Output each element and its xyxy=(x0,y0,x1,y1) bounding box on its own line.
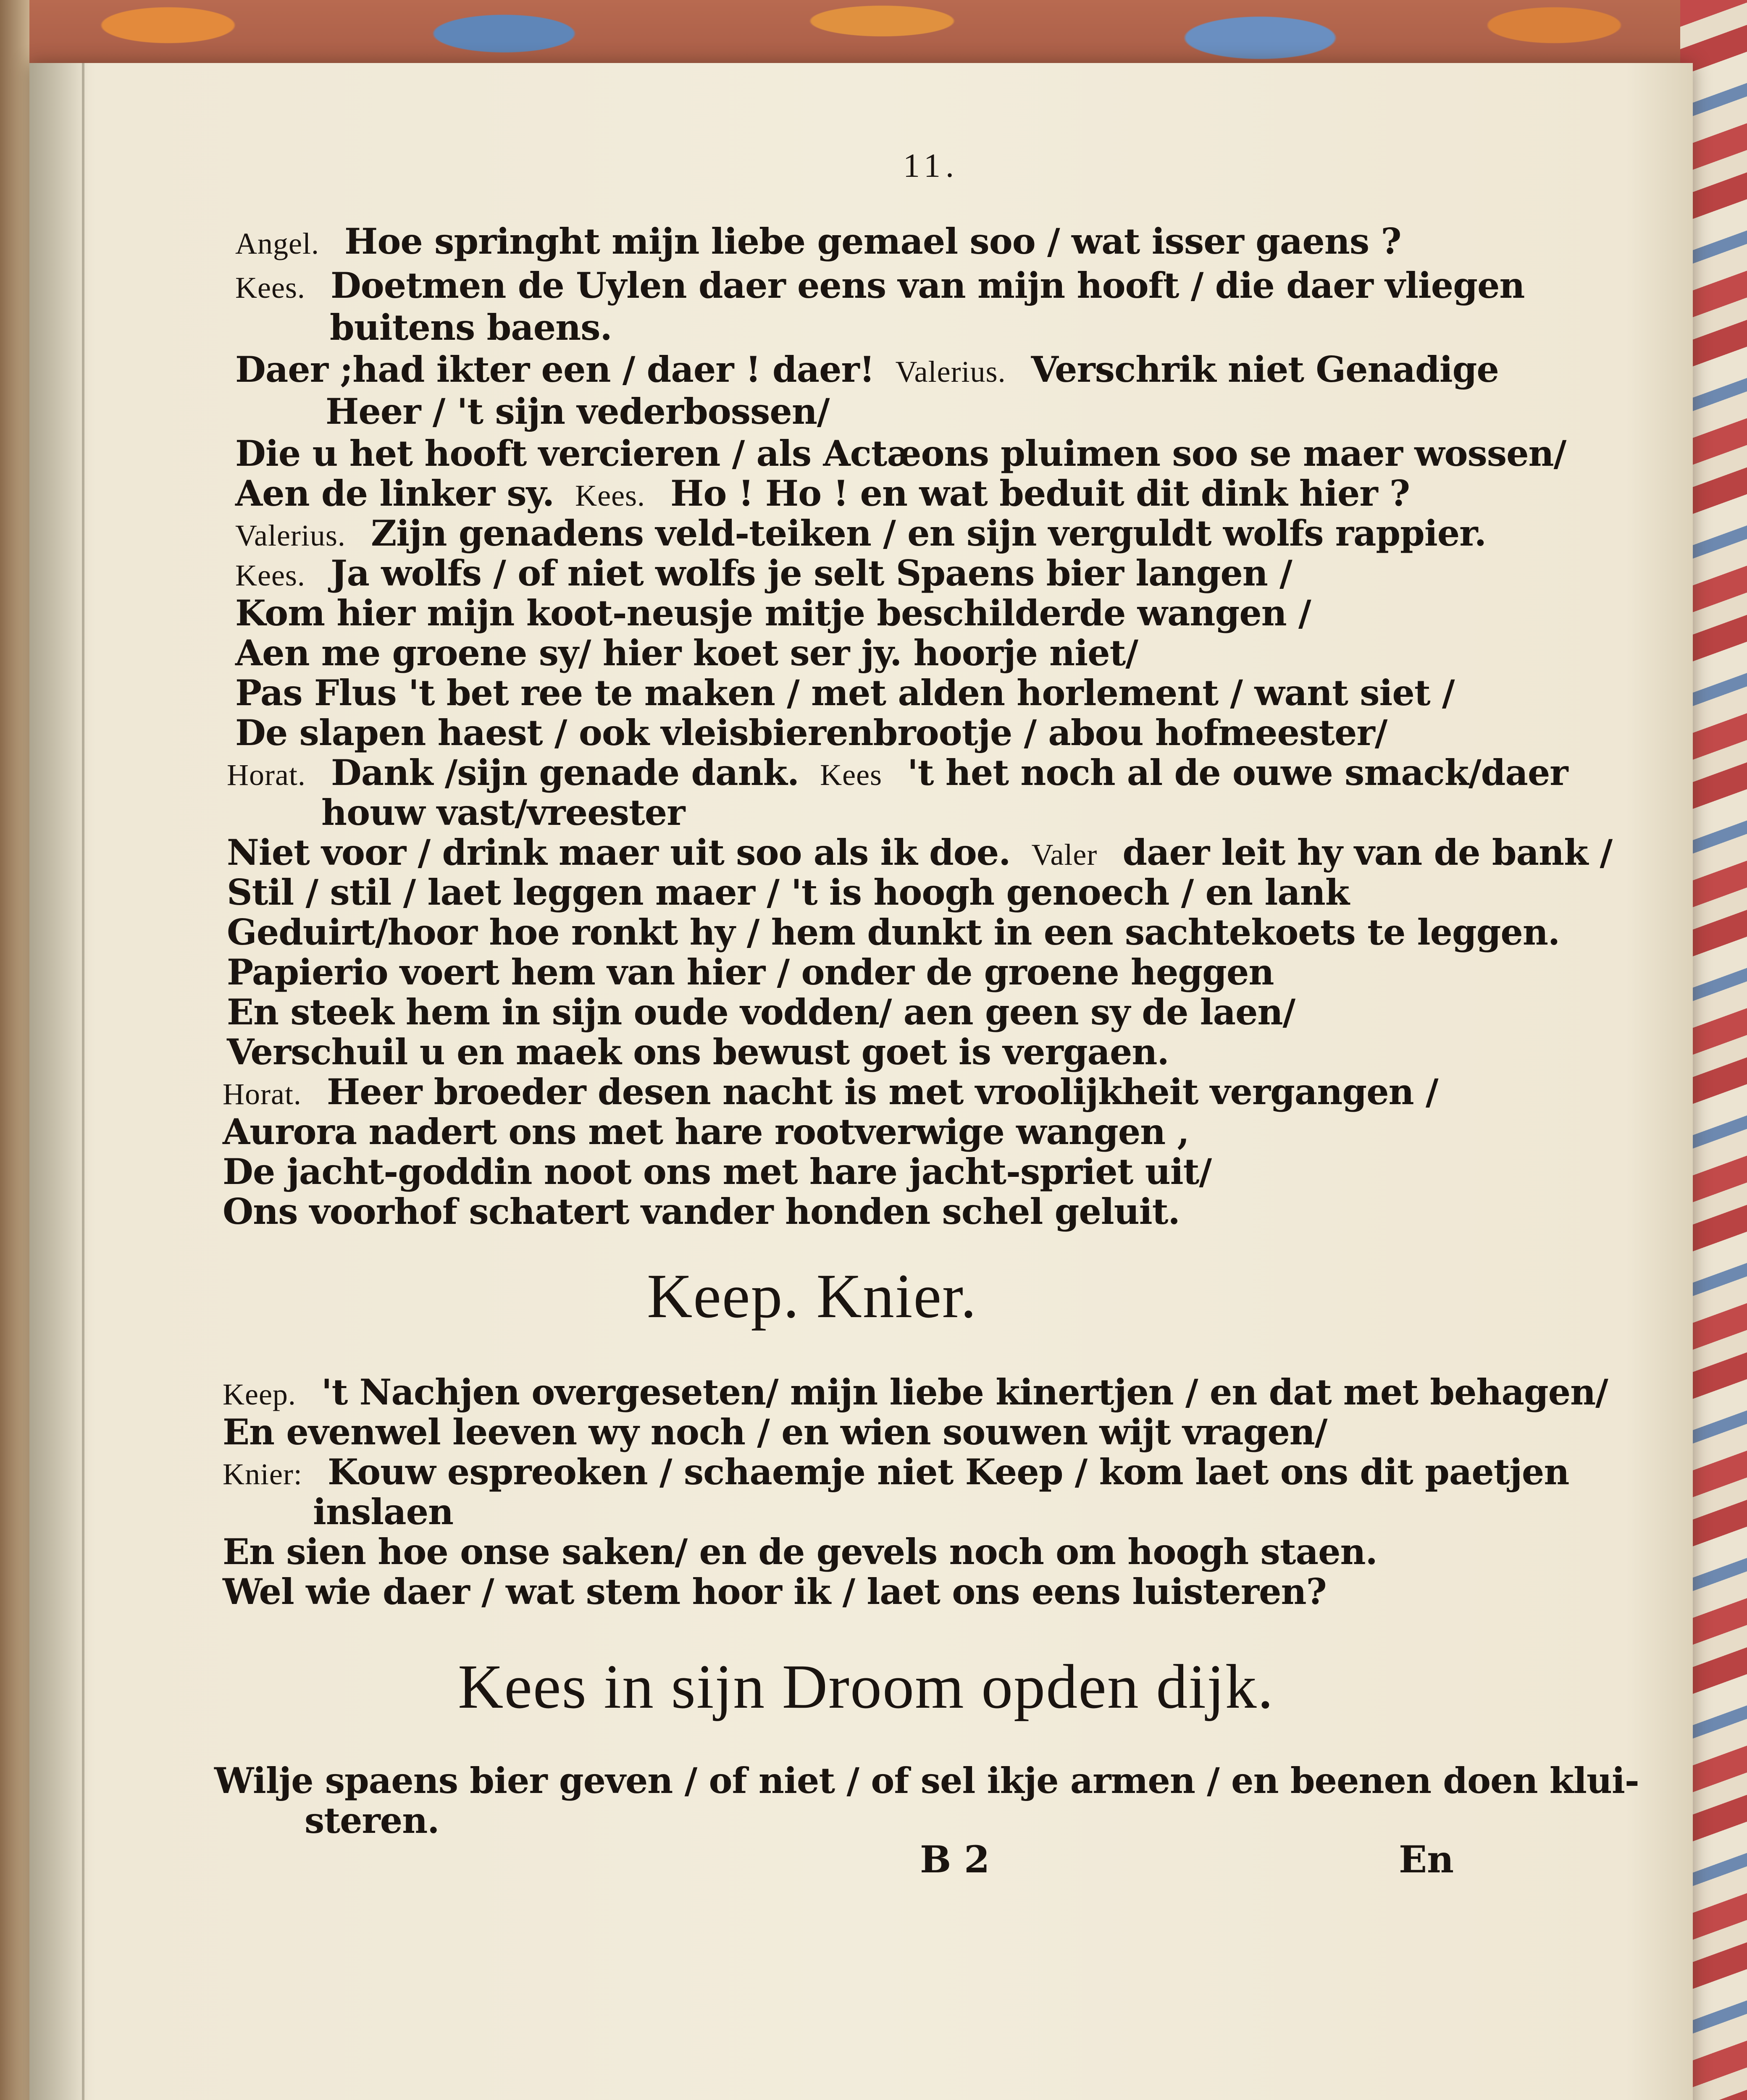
signature-mark: B 2 xyxy=(920,1838,990,1881)
text-line: En evenwel leeven wy noch / en wien souwen wijt vragen/ xyxy=(223,1411,1327,1453)
text-line: Geduirt/hoor hoe ronkt hy / hem dunkt in een sachtekoets te leggen. xyxy=(227,911,1560,953)
text-line: De slapen haest / ook vleisbierenbrootje / abou hofmeester/ xyxy=(235,712,1387,753)
text-line: Aen de linker sy. Kees. Ho ! Ho ! en wat beduit dit dink hier ? xyxy=(235,472,1410,514)
text-line: buitens baens. xyxy=(330,307,612,348)
text-line: Stil / stil / laet leggen maer / 't is hoogh genoech / en lank xyxy=(227,872,1349,913)
text-line: houw vast/vreester xyxy=(321,792,685,833)
catchword: En xyxy=(1399,1838,1454,1881)
text-line: Die u het hooft vercieren / als Actæons pluimen soo se maer wossen/ xyxy=(235,433,1566,474)
text-line: Angel. Hoe springht mijn liebe gemael soo / wat isser gaens ? xyxy=(235,220,1401,262)
text-line: Heer / 't sijn vederbossen/ xyxy=(326,391,830,432)
text-line: Wilje spaens bier geven / of niet / of sel ikje armen / en beenen doen klui- xyxy=(214,1760,1639,1801)
scene-heading: Keep. Knier. xyxy=(647,1261,977,1331)
text-line: Horat. Heer broeder desen nacht is met vroolijkheit vergangen / xyxy=(223,1071,1438,1113)
text-line: Verschuil u en maek ons bewust goet is vergaen. xyxy=(227,1031,1169,1073)
binding-edge-left xyxy=(0,0,29,2100)
text-line: Papierio voert hem van hier / onder de groene heggen xyxy=(227,951,1274,993)
page-number: 11. xyxy=(903,147,959,184)
text-line: Aurora nadert ons met hare rootverwige wangen , xyxy=(223,1111,1189,1152)
text-line: De jacht-goddin noot ons met hare jacht-spriet uit/ xyxy=(223,1151,1212,1192)
page-gutter-shadow xyxy=(29,63,88,2100)
scene-heading: Kees in sijn Droom opden dijk. xyxy=(458,1652,1274,1722)
text-line: Ons voorhof schatert vander honden schel geluit. xyxy=(223,1191,1180,1232)
text-line: En sien hoe onse saken/ en de gevels noch om hoogh staen. xyxy=(223,1531,1377,1572)
page-fold xyxy=(82,63,84,2100)
text-line: Valerius. Zijn genadens veld-teiken / en sijn verguldt wolfs rappier. xyxy=(235,512,1487,554)
text-line: Niet voor / drink maer uit soo als ik doe. Valer daer leit hy van de bank / xyxy=(227,832,1613,873)
text-line: Daer ;had ikter een / daer ! daer! Valerius. Verschrik niet Genadige xyxy=(235,349,1499,390)
text-line: Pas Flus 't bet ree te maken / met alden horlement / want siet / xyxy=(235,672,1455,714)
text-line: En steek hem in sijn oude vodden/ aen geen sy de laen/ xyxy=(227,991,1295,1033)
text-line: Knier: Kouw espreoken / schaemje niet Keep / kom laet ons dit paetjen xyxy=(223,1451,1569,1493)
text-line: Wel wie daer / wat stem hoor ik / laet ons eens luisteren? xyxy=(223,1571,1327,1612)
text-line: inslaen xyxy=(313,1491,454,1533)
text-line: Horat. Dank /sijn genade dank. Kees 't het noch al de ouwe smack/daer xyxy=(227,752,1568,793)
text-line: Aen me groene sy/ hier koet ser jy. hoorje niet/ xyxy=(235,632,1138,674)
text-line: Keep. 't Nachjen overgeseten/ mijn liebe kinertjen / en dat met behagen/ xyxy=(223,1371,1608,1413)
text-line: steren. xyxy=(305,1800,439,1841)
text-line: Kees. Ja wolfs / of niet wolfs je selt Spaens bier langen / xyxy=(235,552,1292,594)
text-line: Kees. Doetmen de Uylen daer eens van mijn hooft / die daer vliegen xyxy=(235,265,1525,306)
text-line: Kom hier mijn koot-neusje mitje beschilderde wangen / xyxy=(235,592,1311,634)
